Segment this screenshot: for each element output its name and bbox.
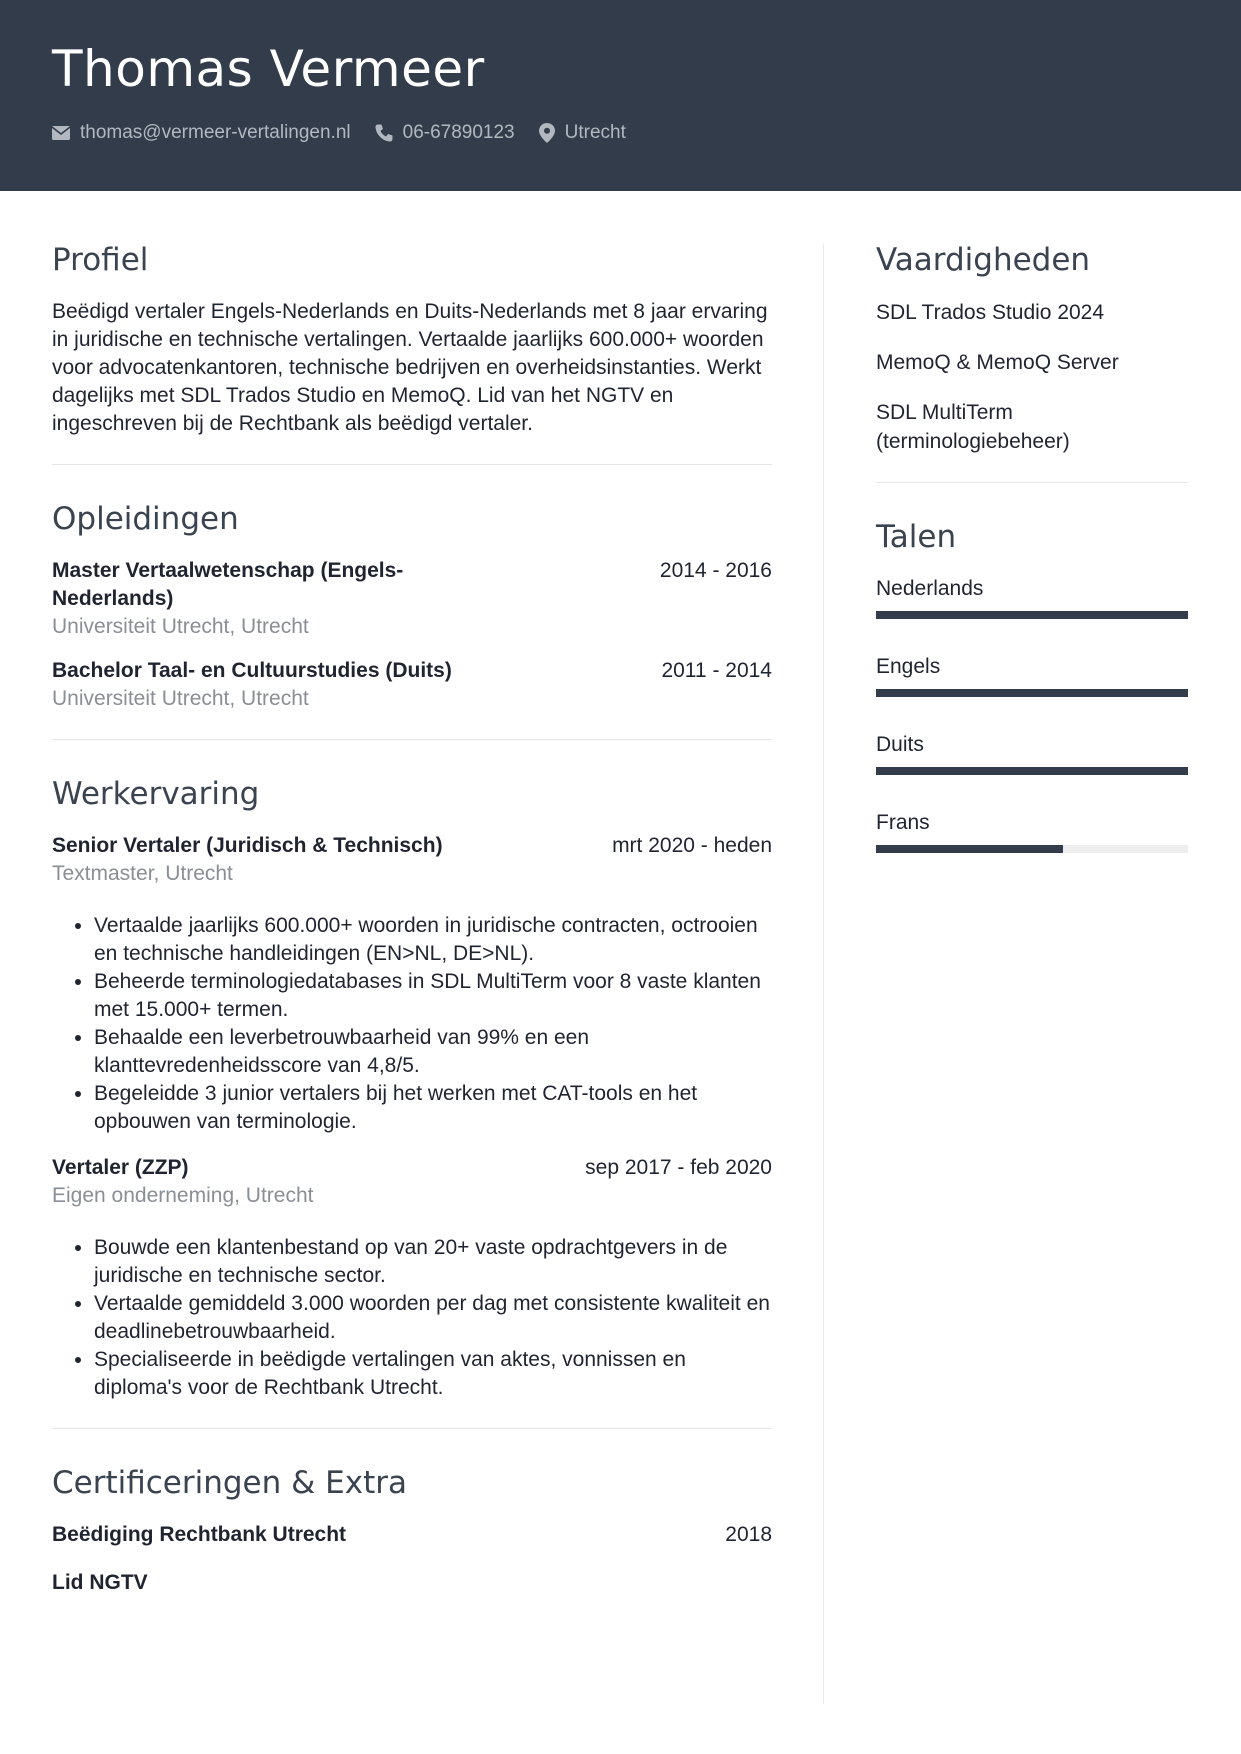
education-section [52,499,772,713]
education-entry [52,557,772,641]
map-pin-icon [539,123,555,143]
list-item: • Vertaalde jaarlijks 600.000+ woorden in juridische contracten, octrooien en technische handleidingen (EN>NL, DE>NL). [94,912,772,968]
contact-phone-text: 06-67890123 [402,122,515,143]
languages-section [876,517,1188,853]
language-name: Frans [876,811,930,834]
job-bullets [52,1234,772,1402]
list-item: • Specialiseerde in beëdigde vertalingen van aktes, vonnissen en diploma's voor de Rechtbank Utrecht. [94,1346,772,1402]
education-title: Opleidingen [52,501,239,537]
job-employer: Eigen onderneming, Utrecht [52,1184,314,1207]
languages-title: Talen [876,519,957,555]
list-item: • Beheerde terminologiedatabases in SDL MultiTerm voor 8 vaste klanten met 15.000+ termen. [94,968,772,1024]
certification-title: Lid NGTV [52,1571,148,1594]
profile-title: Profiel [52,242,149,278]
header-banner [0,0,1241,191]
envelope-icon [52,126,70,140]
section-divider [52,464,772,465]
language-level-bar [876,689,1188,697]
list-item: • Vertaalde gemiddeld 3.000 woorden per dag met consistente kwaliteit en deadlinebetrouwbaarheid. [94,1290,772,1346]
job-date: sep 2017 - feb 2020 [585,1156,772,1179]
certifications-section [52,1463,772,1597]
experience-section [52,774,772,1402]
education-degree: Master Vertaalwetenschap (Engels-Nederlands) [52,559,404,610]
section-divider [876,482,1188,483]
certification-entry [52,1521,772,1549]
profile-text: Beëdigd vertaler Engels-Nederlands en Duits-Nederlands met 8 jaar ervaring in juridische en technische vertalingen. Vertaalde jaarlijks 600.000+ woorden voor advocatenkantoren, technische bedrijven en overheidsinstanties. Werkt dagelijks met SDL Trados Studio en MemoQ. Lid van het NGTV en ingeschreven bij de Rechtbank als beëdigd vertaler. [52,300,768,435]
contact-phone[interactable] [375,122,515,144]
profile-section [52,240,772,438]
list-item: • Behaalde een leverbetrouwbaarheid van 99% en een klanttevredenheidsscore van 4,8/5. [94,1024,772,1080]
contact-email[interactable] [52,122,351,144]
phone-icon [375,124,393,142]
education-entry [52,657,772,713]
language-entry [876,575,1188,619]
certification-title: Beëdiging Rechtbank Utrecht [52,1523,347,1546]
certification-entry [52,1569,772,1597]
skill-item: SDL MultiTerm (terminologiebeheer) [876,401,1070,453]
language-level-fill [876,845,1063,853]
language-level-bar [876,845,1188,853]
main-column [52,240,772,1617]
education-date: 2014 - 2016 [659,559,772,582]
skill-item: MemoQ & MemoQ Server [876,351,1119,374]
list-item: • Begeleidde 3 junior vertalers bij het werken met CAT-tools en het opbouwen van terminologie. [94,1080,772,1136]
skills-section [876,240,1188,456]
language-level-fill [876,767,1188,775]
language-entry [876,653,1188,697]
language-name: Duits [876,733,924,756]
contact-location-text: Utrecht [564,122,626,143]
contact-email-text: thomas@vermeer-vertalingen.nl [80,122,351,143]
column-divider [823,244,824,1704]
education-degree: Bachelor Taal- en Cultuurstudies (Duits) [52,659,452,682]
language-level-fill [876,611,1188,619]
job-bullets [52,912,772,1136]
skill-item: SDL Trados Studio 2024 [876,301,1105,324]
education-institution: Universiteit Utrecht, Utrecht [52,687,309,710]
experience-title: Werkervaring [52,776,260,812]
language-entry [876,809,1188,853]
language-level-bar [876,767,1188,775]
candidate-name: Thomas Vermeer [52,40,485,98]
job-date: mrt 2020 - heden [612,834,772,857]
language-entry [876,731,1188,775]
contact-location [539,122,626,144]
skills-title: Vaardigheden [876,242,1091,278]
section-divider [52,1428,772,1429]
experience-entry [52,832,772,1136]
language-level-fill [876,689,1188,697]
section-divider [52,739,772,740]
language-level-bar [876,611,1188,619]
language-name: Nederlands [876,577,984,600]
job-title: Senior Vertaler (Juridisch & Technisch) [52,834,443,857]
certification-date: 2018 [725,1523,772,1546]
experience-entry [52,1154,772,1402]
sidebar-column [876,240,1188,887]
education-institution: Universiteit Utrecht, Utrecht [52,615,309,638]
contact-info [52,122,650,144]
job-title: Vertaler (ZZP) [52,1156,189,1179]
list-item: • Bouwde een klantenbestand op van 20+ vaste opdrachtgevers in de juridische en technische sector. [94,1234,772,1290]
language-name: Engels [876,655,941,678]
education-date: 2011 - 2014 [661,659,772,682]
certifications-title: Certificeringen & Extra [52,1465,407,1501]
job-employer: Textmaster, Utrecht [52,862,233,885]
